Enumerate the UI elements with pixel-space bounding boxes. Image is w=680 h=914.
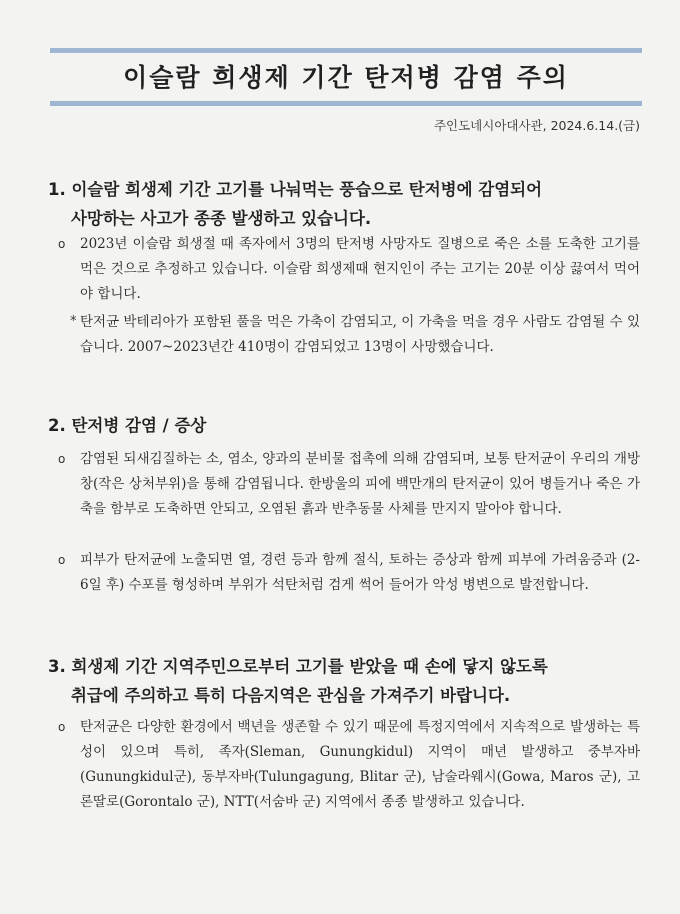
section-2-paragraph-2: 피부가 탄저균에 노출되면 열, 경련 등과 함께 절식, 토하는 증상과 함께 피부에 가려움증과 (2-6일 후) 수포를 형성하며 부위가 석탄처럼 검게 썩어 들어가 악성 병변으로 발전합니다. <box>80 552 640 593</box>
section-1-heading: 1. 이슬람 희생제 기간 고기를 나눠먹는 풍습으로 탄저병에 감염되어 사망하는 사고가 종종 발생하고 있습니다. <box>48 180 543 228</box>
section-2-paragraph-1: 감염된 되새김질하는 소, 염소, 양과의 분비물 접촉에 의해 감염되며, 보통 탄저균이 우리의 개방창(작은 상처부위)을 통해 감염됩니다. 한방울의 피에 백만개의 탄저균이 있어 병들거나 죽은 가축을 함부로 도축하면 안되고, 오염된 흙과 반추동물 사체를 만지지 말아야 합니다. <box>80 451 640 517</box>
section-1-paragraph-1: 2023년 이슬람 희생절 때 족자에서 3명의 탄저병 사망자도 질병으로 죽은 소를 도축한 고기를 먹은 것으로 추정하고 있습니다. 이슬람 희생제때 현지인이 주는 고기는 20분 이상 끓여서 먹어야 합니다. <box>80 236 640 302</box>
section-1-note: 탄저균 박테리아가 포함된 풀을 먹은 가축이 감염되고, 이 가축을 먹을 경우 사람도 감염될 수 있습니다. 2007~2023년간 410명이 감염되었고 13명이 사망했습니다. <box>80 314 640 355</box>
page-title: 이슬람 희생제 기간 탄저병 감염 주의 <box>123 63 569 92</box>
bullet-icon: o <box>58 720 66 734</box>
bullet-icon: o <box>58 553 66 567</box>
title-top-rule <box>50 48 642 53</box>
section-2-heading: 2. 탄저병 감염 / 증상 <box>48 416 207 435</box>
title-bottom-rule <box>50 101 642 106</box>
section-3-paragraph-1: 탄저균은 다양한 환경에서 백년을 생존할 수 있기 때문에 특정지역에서 지속적으로 발생하는 특성이 있으며 특히, 족자(Sleman, Gunungkidul) 지역이 매년 발생하고 중부자바(Gunungkidul군), 동부자바(Tulungagung, Blitar 군), 남술라웨시(Gowa, Maros 군), 고론딸로(Gorontalo 군), NTT(서숨바 군) 지역에서 종종 발생하고 있습니다. <box>80 719 640 810</box>
bullet-icon: o <box>58 452 66 466</box>
asterisk-icon: * <box>70 314 77 329</box>
section-3-heading: 3. 희생제 기간 지역주민으로부터 고기를 받았을 때 손에 닿지 않도록 취급에 주의하고 특히 다음지역은 관심을 가져주기 바랍니다. <box>48 657 548 705</box>
bullet-icon: o <box>58 237 66 251</box>
issuer-date: 주인도네시아대사관, 2024.6.14.(금) <box>433 118 640 133</box>
